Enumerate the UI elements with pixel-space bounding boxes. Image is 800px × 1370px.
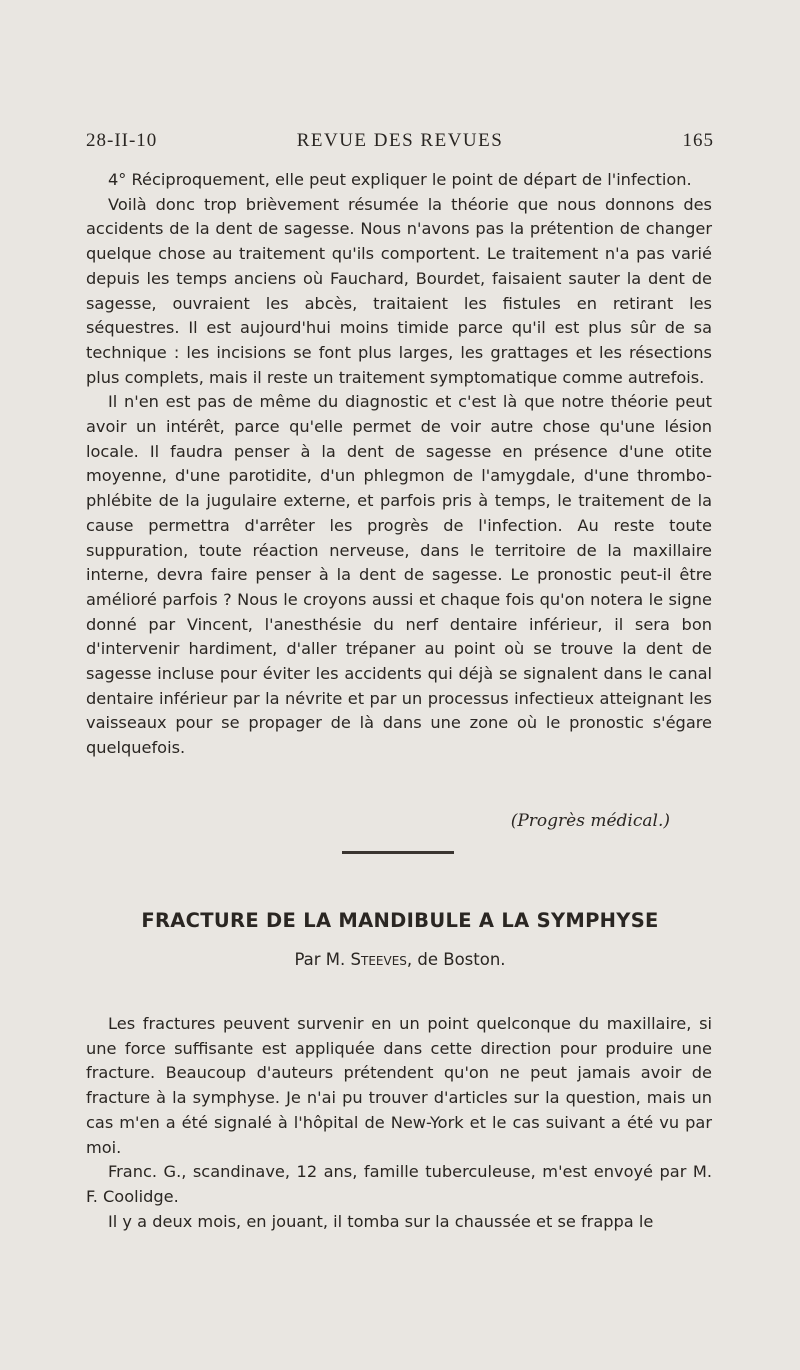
byline-suffix: , de Boston. — [406, 950, 506, 969]
header-date: 28-II-10 — [86, 130, 158, 151]
paragraph: Il n'en est pas de même du diagnostic et c'est là que notre théorie peut avoir un intérêt, parce qu'elle permet de voir autre chose qu'une lésion locale. Il faudra penser à la dent de sagesse en présence d'une otite moyenne, d'une parotidite, d'un phlegmon de l'amygdale, d'une thrombo-phlébite de la jugulaire externe, et parfois pris à temps, le traitement de la cause permettra d'arrêter les progrès de l'infection. Au reste toute suppuration, toute réaction nerveuse, dans le territoire de la maxillaire interne, devra faire penser à la dent de sagesse. Le pronostic peut-il être amélioré parfois ? Nous le croyons aussi et chaque fois qu'on notera le signe donné par Vincent, l'anesthésie du nerf dentaire inférieur, il sera bon d'intervenir hardiment, d'aller trépaner au point où se trouve la dent de sagesse incluse pour éviter les accidents qui déjà se signalent dans le canal dentaire inférieur par la névrite et par un processus infectieux atteignant les vaisseaux pour se propager de là dans une zone où le pronostic s'égare quelquefois. — [86, 392, 712, 758]
running-header — [86, 130, 714, 154]
paragraph: Les fractures peuvent survenir en un point quelconque du maxillaire, si une force suffisante est appliquée dans cette direction pour produire une fracture. Beaucoup d'auteurs prétendent qu'on ne peut jamais avoir de fracture à la symphyse. Je n'ai pu trouver d'articles sur la question, mais un cas m'en a été signalé à l'hôpital de New-York et le cas suivant a été vu par moi. — [86, 1014, 712, 1157]
paragraph: Franc. G., scandinave, 12 ans, famille tuberculeuse, m'est envoyé par M. F. Coolidge. — [86, 1162, 712, 1206]
paragraph: Il y a deux mois, en jouant, il tomba sur la chaussée et se frappa le — [108, 1211, 654, 1231]
author-name: Steeves — [350, 950, 407, 969]
paragraph: 4° Réciproquement, elle peut expliquer le point de départ de l'infection. — [108, 170, 692, 189]
article-body — [86, 1012, 712, 1234]
header-journal-title: REVUE DES REVUES — [296, 130, 504, 151]
article-title: FRACTURE DE LA MANDIBULE A LA SYMPHYSE — [141, 909, 659, 932]
source-citation: (Progrès médical.) — [510, 811, 670, 831]
paragraph: Voilà donc trop brièvement résumée la théorie que nous donnons des accidents de la dent de sagesse. Nous n'avons pas la prétention de changer quelque chose au traitement qu'ils comportent. Le traitement n'a pas varié depuis les temps anciens où Fauchard, Bourdet, faisaient sauter la dent de sagesse, ouvraient les abcès, traitaient les fistules en retirant les séquestres. Il est aujourd'hui moins timide parce qu'il est plus sûr de sa technique : les incisions se font plus larges, les grattages et les résections plus complets, mais il reste un traitement symptomatique comme autrefois. — [86, 194, 712, 387]
byline-prefix: Par M. — [294, 950, 351, 969]
page-number: 165 — [682, 130, 714, 151]
section-divider — [342, 851, 454, 854]
byline — [0, 950, 800, 969]
article-body-continued — [86, 168, 712, 761]
